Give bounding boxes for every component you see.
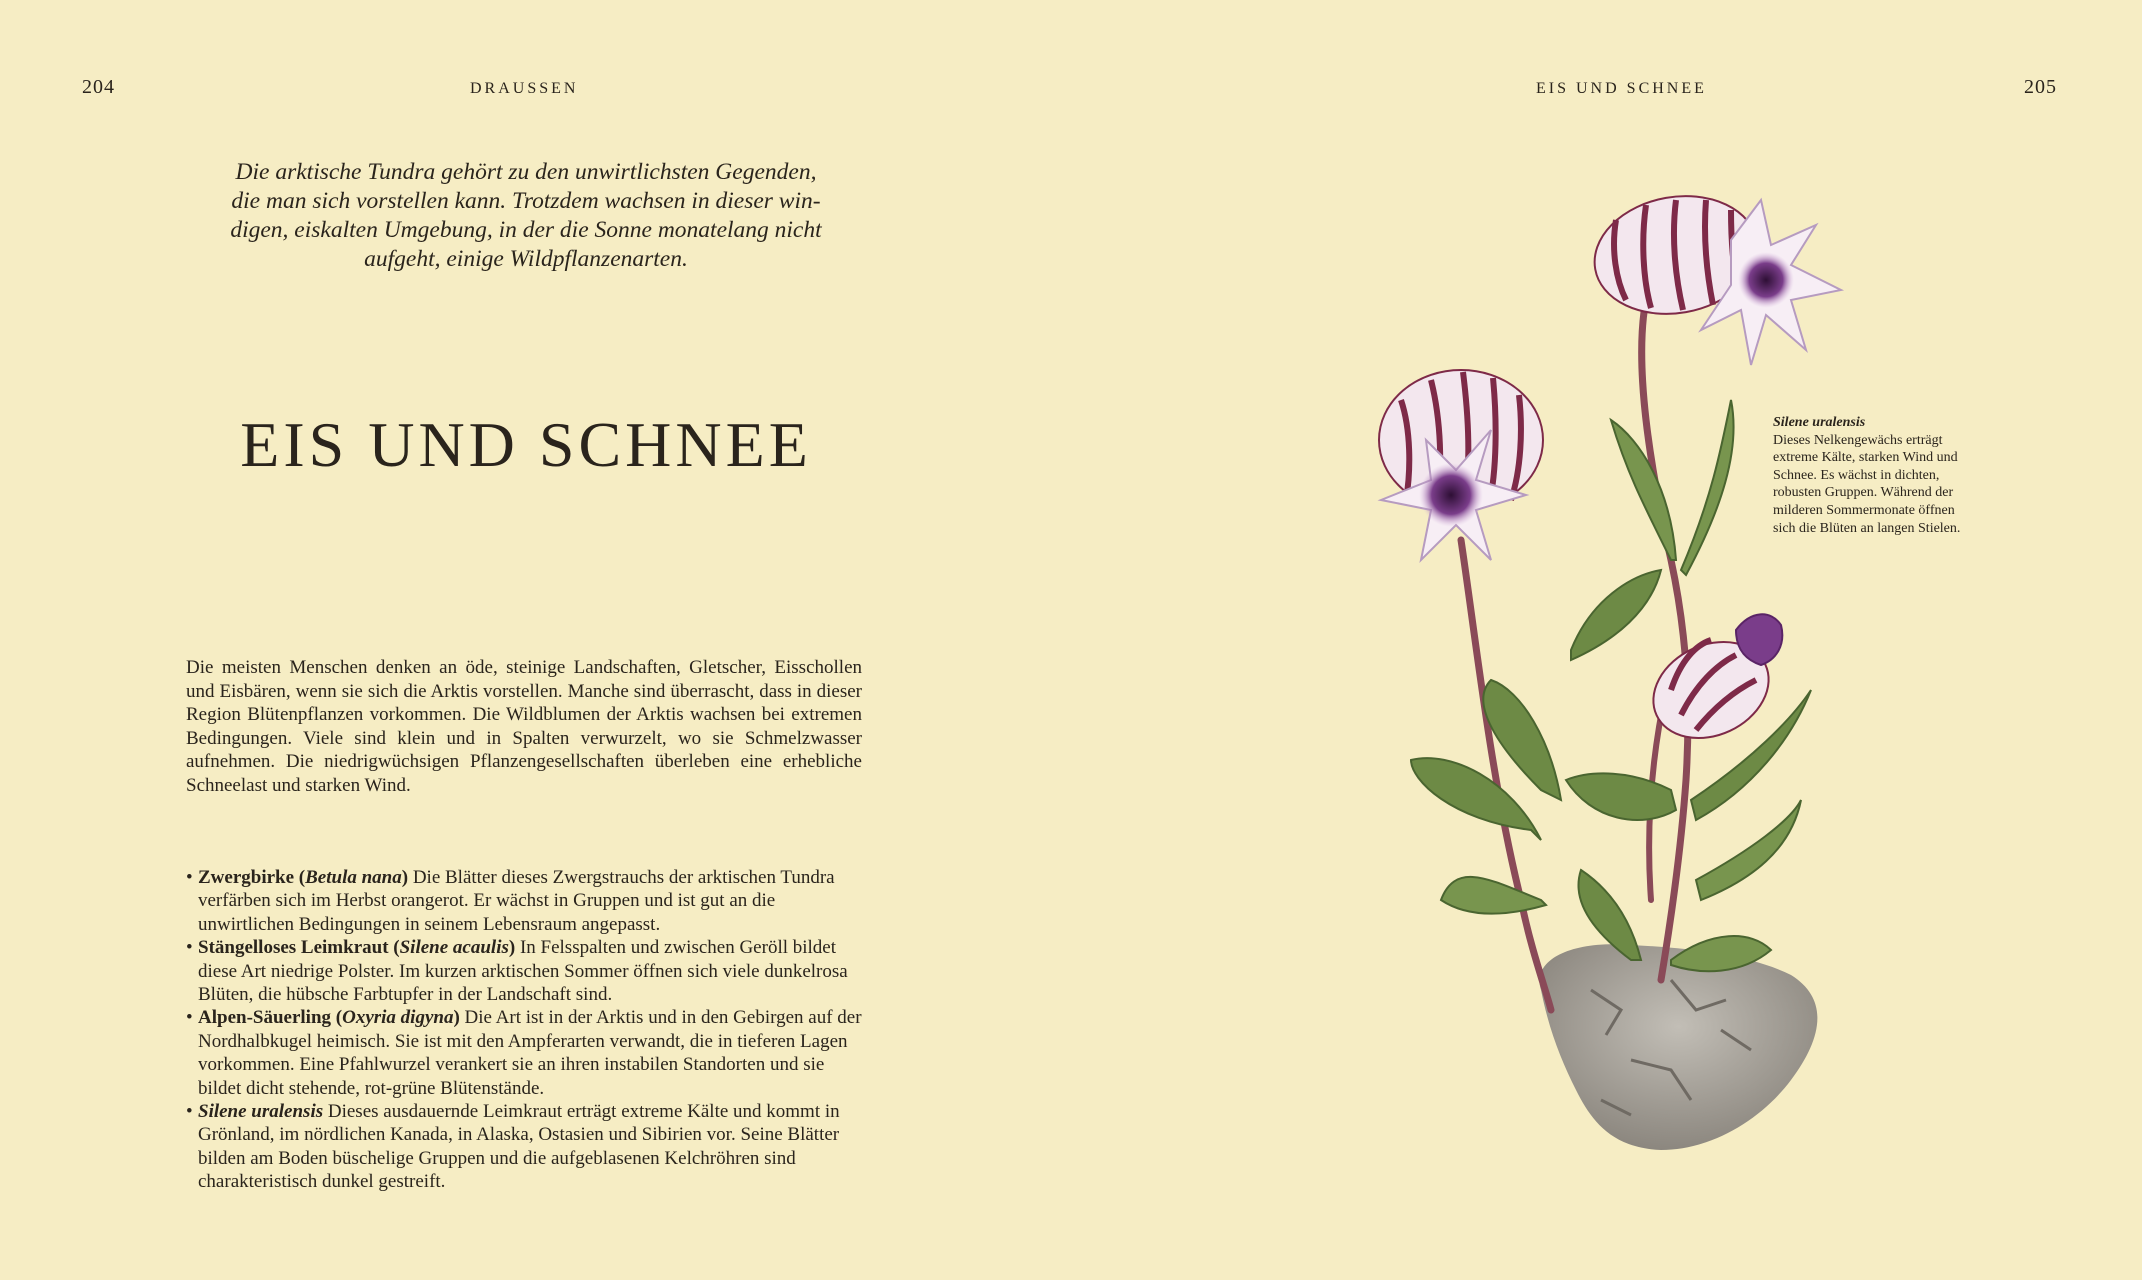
- paren: ): [453, 1007, 460, 1029]
- rock: [1539, 944, 1817, 1150]
- species-item: [186, 1100, 862, 1194]
- running-head-right: EIS UND SCHNEE: [1536, 80, 1707, 97]
- bullet: •: [186, 867, 193, 888]
- body-paragraph: Die meisten Menschen denken an öde, steinige Landschaften, Gletscher, Eisschollen und Eisbären, wenn sie sich die Arktis vorstellen. Manche sind überrascht, dass in dieser Region Blütenpflanzen vorkommen. Die Wildblumen der Arktis wachsen bei extremen Bedingungen. Viele sind klein und in Spalten verwurzelt, wo sie Schmelzwasser aufnehmen. Die niedrigwüchsigen Pflanzengesellschaften überleben eine erhebliche Schneelast und starken Wind.: [186, 657, 862, 796]
- species-description: In Felsspalten und zwischen Geröll bildet diese Art niedrige Polster. Im kurzen arktischen Sommer öffnen sich viele dunkelrosa Blüten, die hübsche Farbtupfer in der Landschaft sind.: [198, 937, 848, 1006]
- species-common-name: Zwergbirke: [198, 867, 295, 888]
- intro-text: [186, 158, 866, 274]
- caption-line: milderen Sommermonate öffnen: [1773, 502, 1955, 518]
- running-head-left: DRAUSSEN: [470, 80, 579, 97]
- page-number-left: 204: [82, 76, 115, 98]
- paren: ): [508, 937, 516, 959]
- species-item: [186, 866, 862, 936]
- bullet: •: [186, 1101, 193, 1123]
- page-number-right: 205: [2024, 76, 2057, 98]
- caption-line: Schnee. Es wächst in dichten,: [1773, 467, 1940, 483]
- species-description: Dieses ausdauernde Leimkraut erträgt extreme Kälte und kommt in Grönland, im nördlichen Kanada, in Alaska, Ostasien und Sibirien vor. Seine Blätter bilden am Boden büschelige Gruppen und die aufgeblasenen Kelchröhren sind charakteristisch dunkel gestreift.: [198, 1101, 840, 1193]
- caption-title: Silene uralensis: [1773, 415, 1866, 430]
- intro-line: die man sich vorstellen kann. Trotzdem wachsen in dieser win-: [231, 188, 821, 214]
- caption-line: sich die Blüten an langen Stielen.: [1773, 520, 1961, 536]
- species-common-name: Alpen-Säuerling: [198, 1007, 332, 1029]
- species-latin-name: Silene uralensis: [198, 1101, 324, 1123]
- species-description: Die Blätter dieses Zwergstrauchs der arktischen Tundra verfärben sich im Herbst orangerot. Er wächst in Gruppen und ist gut an die unwirtlichen Bedingungen in seinem Lebensraum angepasst.: [198, 867, 835, 935]
- species-latin-name: Betula nana: [305, 867, 402, 888]
- caption-line: extreme Kälte, starken Wind und: [1773, 450, 1958, 466]
- right-page: [1071, 0, 2142, 1280]
- silene-illustration: [1071, 0, 2142, 1280]
- species-list: [186, 866, 862, 1194]
- paren: (: [393, 937, 400, 959]
- paren: (: [298, 867, 306, 888]
- species-description: Die Art ist in der Arktis und in den Gebirgen auf der Nordhalbkugel heimisch. Sie ist mit den Ampferarten verwandt, die in tieferen Lagen vorkommen. Eine Pfahlwurzel verankert sie an ihren instabilen Standorten und sie bildet dicht stehende, rot-grüne Blütenstände.: [198, 1007, 862, 1099]
- species-item: [186, 1006, 862, 1100]
- intro-line: Die arktische Tundra gehört zu den unwirtlichsten Gegenden,: [235, 159, 817, 185]
- flower-left: [1379, 370, 1543, 560]
- paren: ): [401, 867, 409, 888]
- species-item: [186, 936, 862, 1006]
- chapter-title: EIS UND SCHNEE: [240, 409, 812, 480]
- species-common-name: Stängelloses Leimkraut: [198, 937, 389, 959]
- illustration-caption: [1773, 414, 2003, 537]
- intro-line: aufgeht, einige Wildpflanzenarten.: [364, 246, 688, 272]
- bullet: •: [186, 1007, 193, 1029]
- species-latin-name: Silene acaulis: [399, 937, 509, 959]
- species-latin-name: Oxyria digyna: [342, 1007, 454, 1029]
- bullet: •: [186, 937, 193, 959]
- body-text: [186, 656, 862, 797]
- caption-line: Dieses Nelkengewächs erträgt: [1773, 432, 1943, 448]
- paren: (: [335, 1007, 343, 1029]
- flower-top: [1585, 184, 1841, 365]
- caption-line: robusten Gruppen. Während der: [1773, 485, 1954, 501]
- intro-line: digen, eiskalten Umgebung, in der die Sonne monatelang nicht: [230, 217, 822, 243]
